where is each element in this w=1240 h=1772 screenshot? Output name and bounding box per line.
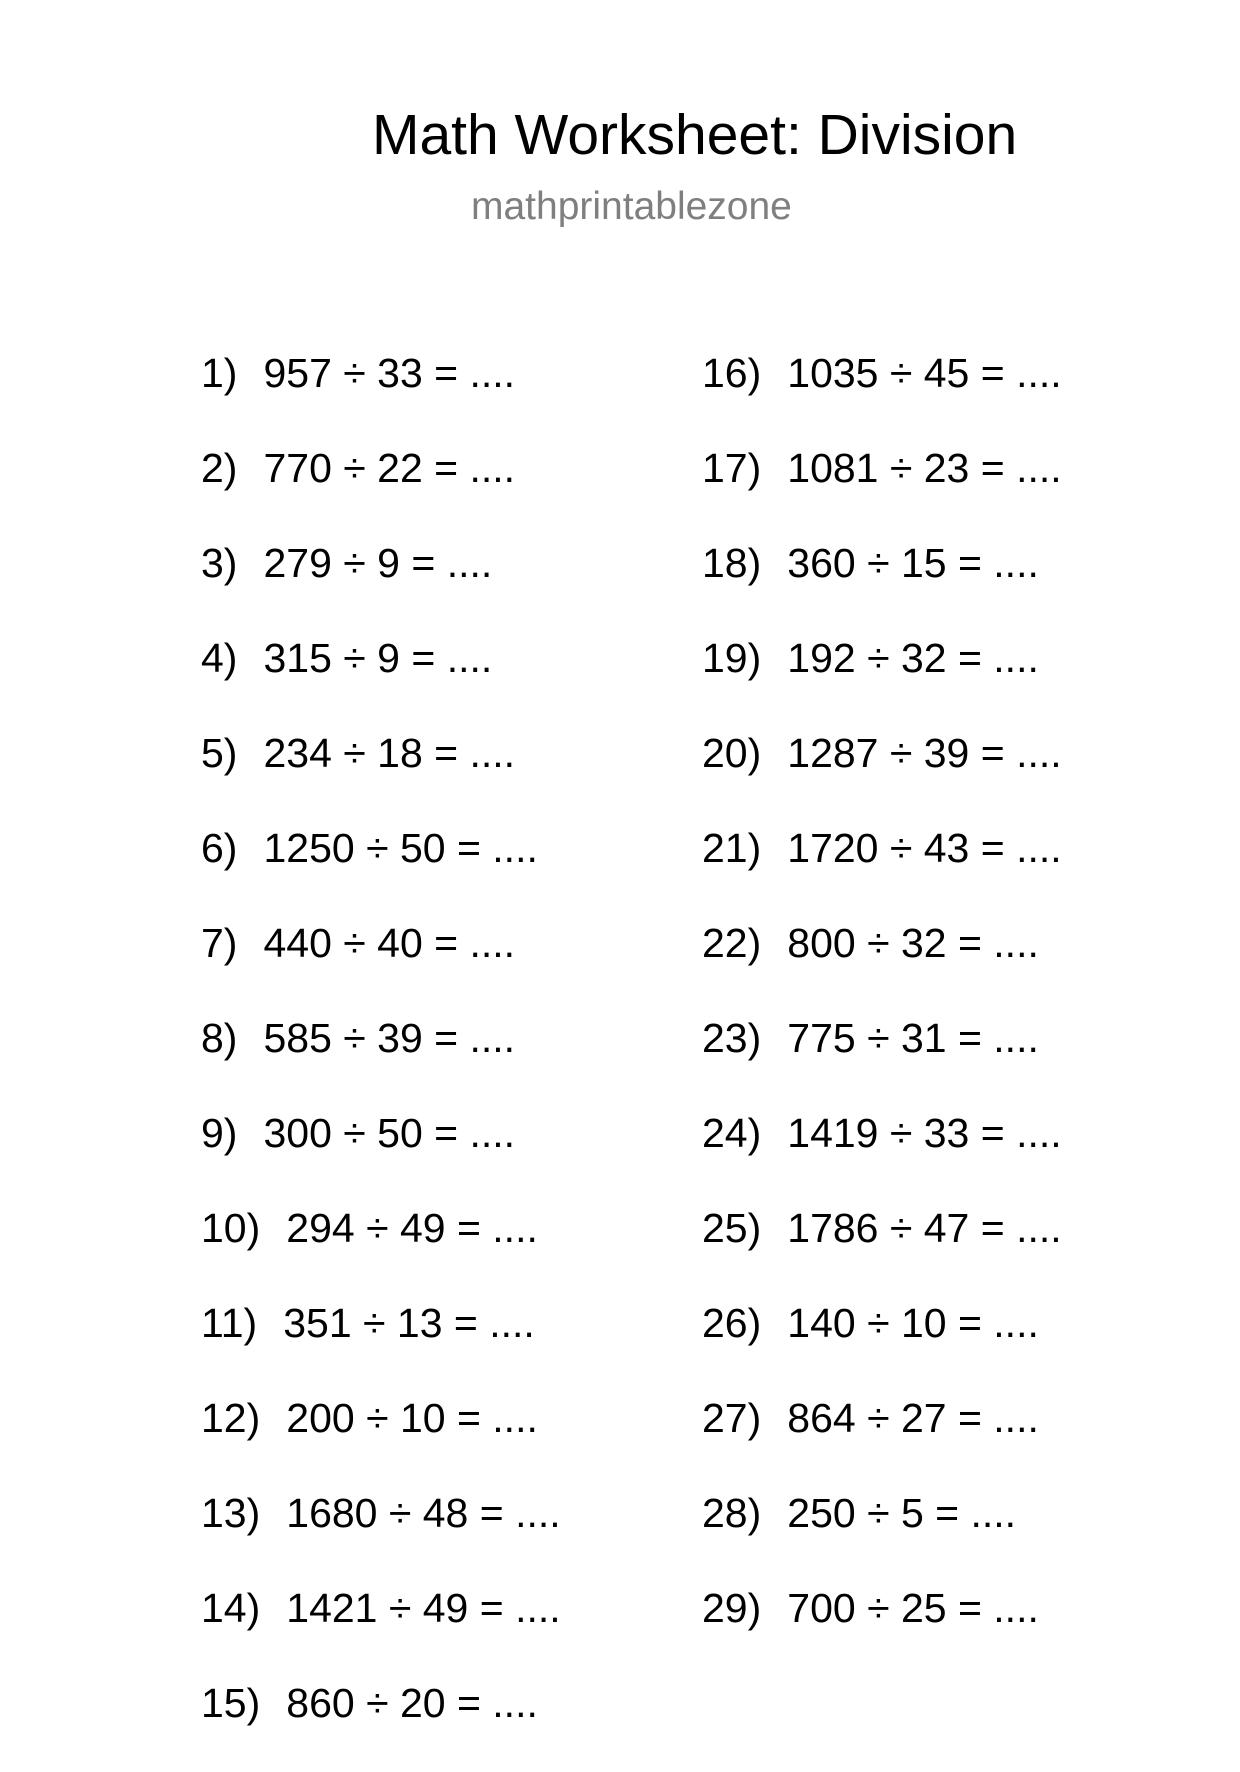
problem-15 <box>201 1677 561 1772</box>
problem-expression: 860 ÷ 20 = .... <box>286 1680 538 1726</box>
problem-number: 27) <box>702 1395 762 1441</box>
problem-expression: 770 ÷ 22 = .... <box>263 445 516 491</box>
problem-number: 13) <box>201 1490 261 1536</box>
problem-expression: 250 ÷ 5 = .... <box>787 1490 1017 1536</box>
problem-number: 14) <box>201 1585 261 1631</box>
problem-expression: 279 ÷ 9 = .... <box>263 540 493 586</box>
problem-number: 9) <box>201 1110 238 1156</box>
problem-29 <box>702 1582 1062 1677</box>
problem-5 <box>201 727 561 822</box>
problem-expression: 315 ÷ 9 = .... <box>263 635 493 681</box>
problem-number: 22) <box>702 920 762 966</box>
problem-expression: 351 ÷ 13 = .... <box>283 1300 535 1346</box>
problem-13 <box>201 1487 561 1582</box>
problem-number: 6) <box>201 825 238 871</box>
problem-8 <box>201 1012 561 1107</box>
problem-expression: 300 ÷ 50 = .... <box>263 1110 516 1156</box>
problem-number: 15) <box>201 1680 261 1726</box>
problem-19 <box>702 632 1062 727</box>
problem-number: 2) <box>201 445 238 491</box>
problem-21 <box>702 822 1062 917</box>
problem-2 <box>201 442 561 537</box>
problem-expression: 294 ÷ 49 = .... <box>286 1205 538 1251</box>
problem-number: 7) <box>201 920 238 966</box>
problem-expression: 1287 ÷ 39 = .... <box>787 730 1062 776</box>
problem-24 <box>702 1107 1062 1202</box>
problem-number: 21) <box>702 825 762 871</box>
problem-number: 26) <box>702 1300 762 1346</box>
problem-number: 16) <box>702 350 762 396</box>
problem-expression: 1720 ÷ 43 = .... <box>787 825 1062 871</box>
problem-27 <box>702 1392 1062 1487</box>
problem-26 <box>702 1297 1062 1392</box>
problem-3 <box>201 537 561 632</box>
problem-22 <box>702 917 1062 1012</box>
problem-10 <box>201 1202 561 1297</box>
problem-number: 8) <box>201 1015 238 1061</box>
problem-column-left <box>201 347 561 1772</box>
problem-expression: 864 ÷ 27 = .... <box>787 1395 1039 1441</box>
problem-expression: 1419 ÷ 33 = .... <box>787 1110 1062 1156</box>
problem-number: 23) <box>702 1015 762 1061</box>
problem-20 <box>702 727 1062 822</box>
problem-number: 5) <box>201 730 238 776</box>
problem-expression: 140 ÷ 10 = .... <box>787 1300 1039 1346</box>
page-title: Math Worksheet: Division <box>372 103 1018 167</box>
problem-17 <box>702 442 1062 537</box>
problem-expression: 775 ÷ 31 = .... <box>787 1015 1039 1061</box>
problem-28 <box>702 1487 1062 1582</box>
problem-expression: 192 ÷ 32 = .... <box>787 635 1039 681</box>
problem-number: 18) <box>702 540 762 586</box>
problem-number: 25) <box>702 1205 762 1251</box>
problem-number: 4) <box>201 635 238 681</box>
problem-14 <box>201 1582 561 1677</box>
problem-expression: 1421 ÷ 49 = .... <box>286 1585 561 1631</box>
problem-expression: 200 ÷ 10 = .... <box>286 1395 538 1441</box>
problem-expression: 360 ÷ 15 = .... <box>787 540 1039 586</box>
problem-number: 28) <box>702 1490 762 1536</box>
problem-18 <box>702 537 1062 632</box>
problem-expression: 1250 ÷ 50 = .... <box>263 825 538 871</box>
problem-number: 3) <box>201 540 238 586</box>
problem-column-right <box>702 347 1062 1677</box>
problem-number: 20) <box>702 730 762 776</box>
problem-expression: 800 ÷ 32 = .... <box>787 920 1039 966</box>
problem-number: 19) <box>702 635 762 681</box>
problem-expression: 234 ÷ 18 = .... <box>263 730 516 776</box>
page-subtitle: mathprintablezone <box>471 185 792 228</box>
problem-12 <box>201 1392 561 1487</box>
problem-expression: 700 ÷ 25 = .... <box>787 1585 1039 1631</box>
problem-number: 17) <box>702 445 762 491</box>
problem-9 <box>201 1107 561 1202</box>
problem-number: 29) <box>702 1585 762 1631</box>
problem-expression: 1786 ÷ 47 = .... <box>787 1205 1062 1251</box>
problem-expression: 1680 ÷ 48 = .... <box>286 1490 561 1536</box>
problem-expression: 440 ÷ 40 = .... <box>263 920 516 966</box>
problem-23 <box>702 1012 1062 1107</box>
problem-expression: 957 ÷ 33 = .... <box>263 350 516 396</box>
problem-4 <box>201 632 561 727</box>
problem-number: 24) <box>702 1110 762 1156</box>
problem-number: 11) <box>201 1300 258 1346</box>
problem-1 <box>201 347 561 442</box>
problem-25 <box>702 1202 1062 1297</box>
problem-number: 1) <box>201 350 238 396</box>
problem-7 <box>201 917 561 1012</box>
problem-expression: 585 ÷ 39 = .... <box>263 1015 516 1061</box>
problem-expression: 1081 ÷ 23 = .... <box>787 445 1062 491</box>
problem-16 <box>702 347 1062 442</box>
problem-6 <box>201 822 561 917</box>
problem-number: 12) <box>201 1395 261 1441</box>
problem-expression: 1035 ÷ 45 = .... <box>787 350 1062 396</box>
problem-11 <box>201 1297 561 1392</box>
problem-number: 10) <box>201 1205 261 1251</box>
